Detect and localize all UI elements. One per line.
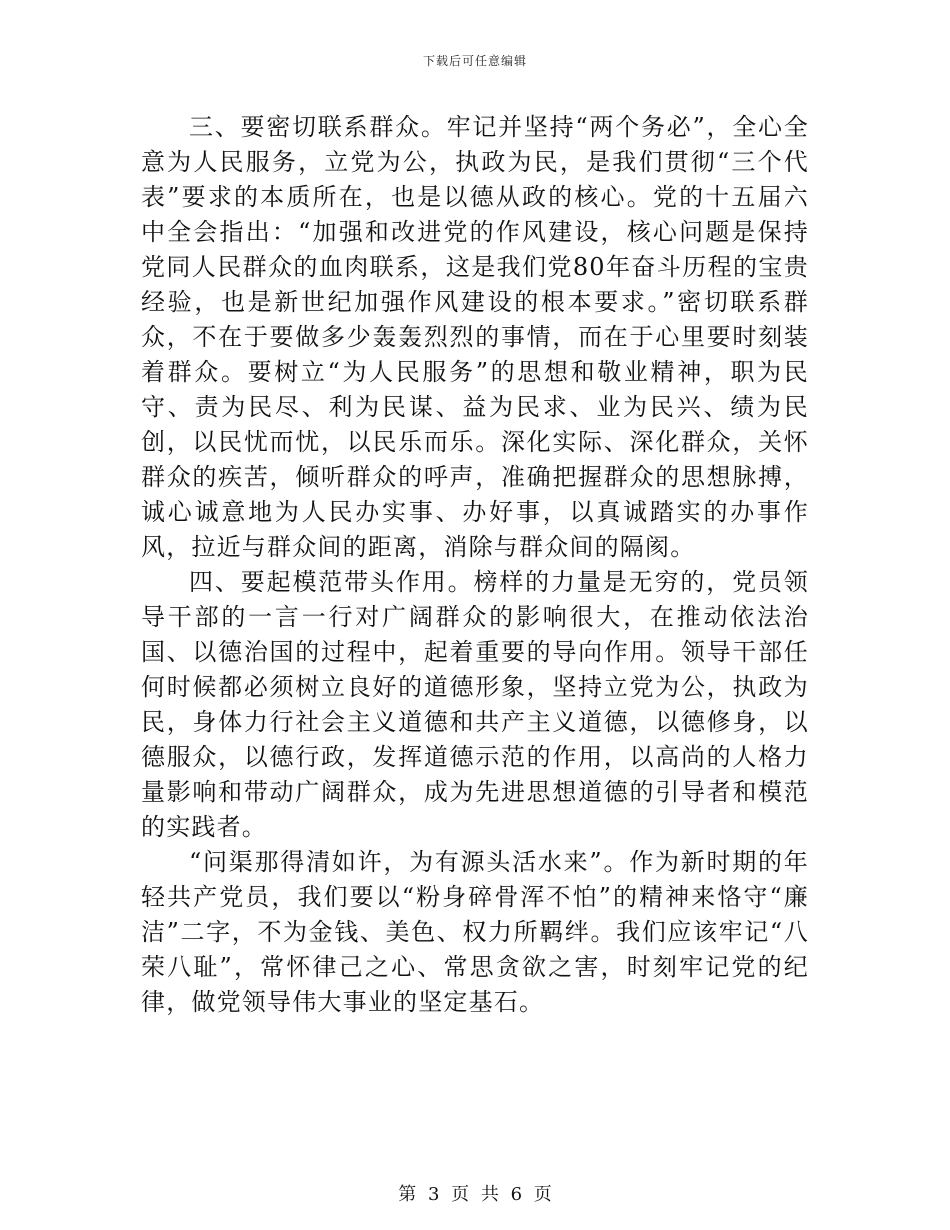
paragraph-conclusion: “问渠那得清如许，为有源头活水来”。作为新时期的年轻共产党员，我们要以“粉身碎骨浑不怕”的精神来恪守“廉洁”二字，不为金钱、美色、权力所羁绊。我们应该牢记“八荣八耻”，常怀律己之心、常思贪欲之害，时刻牢记党的纪律，做党领导伟大事业的坚定基石。 bbox=[141, 848, 809, 1016]
page-number: 第 3 页 共 6 页 bbox=[398, 1184, 552, 1205]
paragraph-contact-masses: 三、要密切联系群众。牢记并坚持“两个务必”，全心全意为人民服务，立党为公，执政为民，是我们贯彻“三个代表”要求的本质所在，也是以德从政的核心。党的十五届六中全会指出：“加强和改进党的作风建设，核心问题是保持党同人民群众的血肉联系，这是我们党80年奋斗历程的宝贵经验，也是新世纪加强作风建设的根本要求。”密切联系群众，不在于要做多少轰轰烈烈的事情，而在于心里要时刻装着群众。要树立“为人民服务”的思想和敬业精神，职为民守、责为民尽、利为民谋、益为民求、业为民兴、绩为民创，以民忧而忧，以民乐而乐。深化实际、深化群众，关怀群众的疾苦，倾听群众的呼声，准确把握群众的思想脉搏，诚心诚意地为人民办实事、办好事，以真诚踏实的办事作风，拉近与群众间的距离，消除与群众间的隔阂。 bbox=[141, 113, 809, 561]
paragraph-role-model: 四、要起模范带头作用。榜样的力量是无穷的，党员领导干部的一言一行对广阔群众的影响很大，在推动依法治国、以德治国的过程中，起着重要的导向作用。领导干部任何时候都必须树立良好的道德形象，坚持立党为公，执政为民，身体力行社会主义道德和共产主义道德，以德修身，以德服众，以德行政，发挥道德示范的作用，以高尚的人格力量影响和带动广阔群众，成为先进思想道德的引导者和模范的实践者。 bbox=[141, 568, 809, 841]
page-header-note: 下载后可任意编辑 bbox=[422, 54, 527, 68]
document-body bbox=[141, 110, 809, 1020]
